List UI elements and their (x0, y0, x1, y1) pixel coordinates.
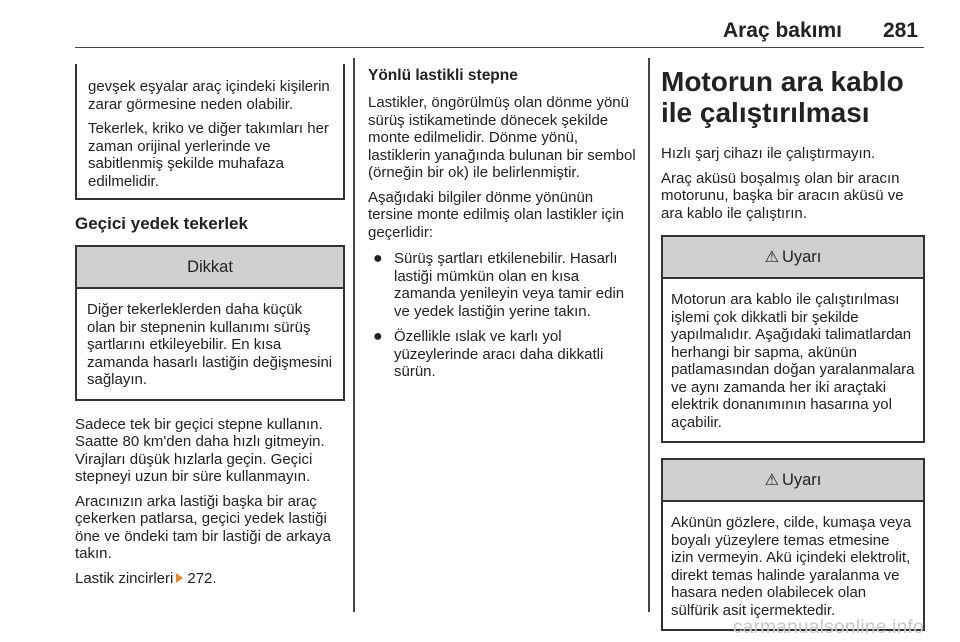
section-heading: Geçici yedek tekerlek (75, 214, 248, 233)
section-heading: Motorun ara kablo ile çalıştırılması (661, 66, 904, 128)
warning-text: Akünün gözlere, cilde, kumaşa veya boyalı yüzeylere temas etmesine izin vermeyin. Akü içindeki elektrolit, direkt temas halinde yaralanma ve hasara neden olabilecek olan sülfürik asit içermektedir. (671, 514, 912, 619)
continued-warning-box (75, 64, 345, 200)
body-paragraph: Araç aküsü boşalmış olan bir aracın motorunu, başka bir aracın aküsü ve ara kablo ile çalıştırın. (661, 169, 904, 222)
warning-label: Uyarı (781, 471, 822, 489)
warning-box (661, 235, 925, 443)
section-title: Araç bakımı (722, 19, 842, 42)
warning-label: Uyarı (781, 248, 822, 266)
notice-label: Dikkat (77, 247, 343, 289)
reference-page[interactable]: 272. (187, 569, 217, 587)
notice-box (75, 245, 345, 401)
list-item: ● Özellikle ıslak ve karlı yol yüzeylerinde aracı daha dikkatli sürün. (373, 328, 604, 380)
warning-text: gevşek eşyalar araç içindeki kişilerin zarar görmesine neden olabilir. (88, 78, 330, 113)
warning-triangle-icon: ⚠ (764, 472, 779, 489)
warning-text: Motorun ara kablo ile çalıştırılması işlemi çok dikkatli bir şekilde yapılmalıdır. Aşağıdaki talimatlardan herhangi bir sapma, akünün patlamasından doğan yaralanmalara ve aynı zamanda her iki araçtaki elektrik donanımının hasarına yol açabilir. (671, 291, 915, 431)
warning-text: Tekerlek, kriko ve diğer takımları her zaman orijinal yerlerinde ve sabitlenmiş şekilde muhafaza edilmelidir. (88, 120, 329, 190)
column-right (661, 55, 925, 631)
bullet-icon: ● (373, 250, 383, 267)
column-divider (353, 58, 355, 612)
cross-reference (75, 570, 345, 588)
body-paragraph: Hızlı şarj cihazı ile çalıştırmayın. (661, 145, 876, 162)
notice-text: Diğer tekerleklerden daha küçük olan bir stepnenin kullanımı sürüş şartlarını etkileyebilir. En kısa zamanda hasarlı lastiğin değişmesini sağlayın. (87, 301, 333, 388)
reference-text: Lastik zincirleri (75, 569, 174, 587)
body-paragraph: Aracınızın arka lastiği başka bir araç çekerken patlarsa, geçici yedek lastiği öne ve öndeki tam bir lastiği de arkaya takın. (75, 492, 331, 562)
bullet-icon: ● (373, 328, 383, 345)
watermark: carmanualsonline.info (732, 617, 924, 638)
warning-header (663, 460, 923, 502)
page-link-arrow-icon[interactable] (176, 573, 183, 583)
column-divider (648, 58, 650, 612)
column-left (75, 55, 345, 594)
page-number: 281 (882, 19, 918, 42)
section-heading: Yönlü lastikli stepne (368, 67, 518, 84)
body-paragraph: Lastikler, öngörülmüş olan dönme yönü sürüş istikametinde dönecek şekilde monte edilmelidir. Dönme yönü, lastiklerin yanağında bulunan bir sembol (örneğin bir ok) ile belirlenmiştir. (368, 94, 636, 181)
page-header (75, 0, 924, 48)
bullet-list (368, 250, 636, 381)
body-paragraph: Aşağıdaki bilgiler dönme yönünün tersine monte edilmiş olan lastikler için geçerlidir: (368, 188, 624, 241)
column-middle (368, 55, 636, 389)
list-item: ● Sürüş şartları etkilenebilir. Hasarlı lastiği mümkün olan en kısa zamanda yenileyin veya tamir edin ve yedek lastiğin yerine takın. (373, 250, 625, 320)
warning-triangle-icon: ⚠ (764, 249, 779, 266)
warning-box (661, 458, 925, 631)
body-paragraph: Sadece tek bir geçici stepne kullanın. Saatte 80 km'den daha hızlı gitmeyin. Virajları düşük hızlarla geçin. Geçici stepneyi uzun bir süre kullanmayın. (75, 415, 325, 485)
warning-header (663, 237, 923, 279)
